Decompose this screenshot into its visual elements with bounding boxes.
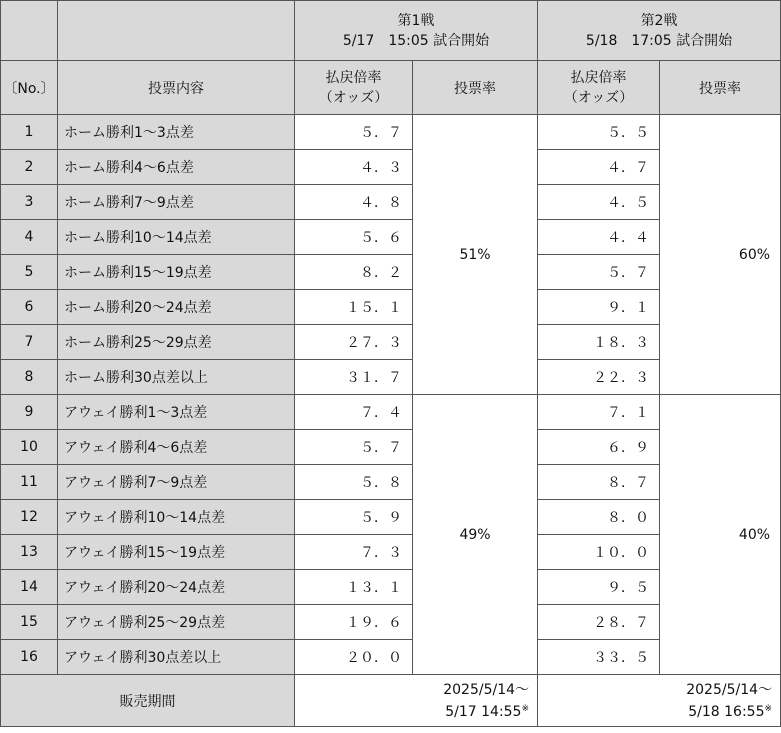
- bet-content: ホーム勝利20～24点差: [58, 290, 295, 325]
- match2-odds: ２２．３: [538, 360, 660, 395]
- match1-odds: １３．１: [295, 570, 413, 605]
- bet-content: アウェイ勝利1～3点差: [58, 395, 295, 430]
- match2-sales-end-wrap: [538, 701, 772, 723]
- col-odds-header-2: [538, 61, 660, 115]
- match2-odds: ２８．７: [538, 605, 660, 640]
- match2-odds: ４．５: [538, 185, 660, 220]
- match1-sales-end: 5/17 14:55: [445, 703, 522, 720]
- match2-odds: ５．７: [538, 255, 660, 290]
- bet-content: ホーム勝利4～6点差: [58, 150, 295, 185]
- note-mark: ※: [521, 703, 530, 714]
- row-number: 4: [1, 220, 58, 255]
- row-number: 13: [1, 535, 58, 570]
- row-number: 6: [1, 290, 58, 325]
- odds-header-line1: 払戻倍率: [325, 69, 382, 86]
- row-number: 1: [1, 115, 58, 150]
- match2-home-rate: 60%: [660, 115, 781, 395]
- odds-header-line1: 払戻倍率: [570, 69, 627, 86]
- match1-title: 第1戦: [397, 12, 435, 29]
- match2-odds: ８．７: [538, 465, 660, 500]
- match1-sales-period: [295, 675, 538, 727]
- bet-content: アウェイ勝利7～9点差: [58, 465, 295, 500]
- bet-content: ホーム勝利15～19点差: [58, 255, 295, 290]
- match1-odds: ５．６: [295, 220, 413, 255]
- note-mark: ※: [764, 703, 773, 714]
- bet-content: アウェイ勝利10～14点差: [58, 500, 295, 535]
- match-header-row: [1, 1, 781, 61]
- bet-content: ホーム勝利30点差以上: [58, 360, 295, 395]
- bet-content: アウェイ勝利4～6点差: [58, 430, 295, 465]
- match1-odds: １５．１: [295, 290, 413, 325]
- match2-odds: ４．７: [538, 150, 660, 185]
- row-number: 15: [1, 605, 58, 640]
- col-odds-header-1: [295, 61, 413, 115]
- match1-odds: ５．７: [295, 430, 413, 465]
- bet-content: ホーム勝利7～9点差: [58, 185, 295, 220]
- match2-sales-start: 2025/5/14～: [686, 681, 773, 698]
- match2-sales-period: [538, 675, 781, 727]
- row-number: 2: [1, 150, 58, 185]
- match2-odds: ４．４: [538, 220, 660, 255]
- match2-odds: ７．１: [538, 395, 660, 430]
- match1-header: [295, 1, 538, 61]
- match1-odds: １９．６: [295, 605, 413, 640]
- match1-odds: ４．３: [295, 150, 413, 185]
- col-content-header: 投票内容: [58, 61, 295, 115]
- row-number: 7: [1, 325, 58, 360]
- match2-away-rate: 40%: [660, 395, 781, 675]
- row-number: 10: [1, 430, 58, 465]
- table-row: [1, 115, 781, 150]
- bet-content: アウェイ勝利15～19点差: [58, 535, 295, 570]
- match1-odds: ２０．０: [295, 640, 413, 675]
- bet-content: アウェイ勝利25～29点差: [58, 605, 295, 640]
- bet-content: ホーム勝利10～14点差: [58, 220, 295, 255]
- match2-odds: １８．３: [538, 325, 660, 360]
- row-number: 16: [1, 640, 58, 675]
- match1-odds: ８．２: [295, 255, 413, 290]
- match2-datetime: 5/18 17:05 試合開始: [585, 32, 733, 49]
- sales-period-row: [1, 675, 781, 727]
- bet-content: アウェイ勝利20～24点差: [58, 570, 295, 605]
- match2-odds: ６．９: [538, 430, 660, 465]
- match1-datetime: 5/17 15:05 試合開始: [342, 32, 490, 49]
- match1-odds: ５．９: [295, 500, 413, 535]
- row-number: 5: [1, 255, 58, 290]
- col-rate-header-2: 投票率: [660, 61, 781, 115]
- match2-odds: １０．０: [538, 535, 660, 570]
- row-number: 8: [1, 360, 58, 395]
- table-body: [1, 115, 781, 675]
- match2-odds: ３３．５: [538, 640, 660, 675]
- match1-odds: ５．８: [295, 465, 413, 500]
- match1-odds: ４．８: [295, 185, 413, 220]
- corner-cell: [1, 1, 58, 61]
- row-number: 9: [1, 395, 58, 430]
- match1-home-rate: 51%: [413, 115, 538, 395]
- col-rate-header-1: 投票率: [413, 61, 538, 115]
- match1-odds: ７．３: [295, 535, 413, 570]
- bet-content: ホーム勝利1～3点差: [58, 115, 295, 150]
- match2-header: [538, 1, 781, 61]
- match1-odds: ７．４: [295, 395, 413, 430]
- match2-odds: ８．０: [538, 500, 660, 535]
- row-number: 12: [1, 500, 58, 535]
- match1-away-rate: 49%: [413, 395, 538, 675]
- match1-sales-end-wrap: [295, 701, 529, 723]
- bet-content: ホーム勝利25～29点差: [58, 325, 295, 360]
- row-number: 11: [1, 465, 58, 500]
- row-number: 14: [1, 570, 58, 605]
- match1-odds: ５．７: [295, 115, 413, 150]
- row-number: 3: [1, 185, 58, 220]
- odds-header-line2: （オッズ）: [563, 89, 634, 106]
- match1-odds: ３１．７: [295, 360, 413, 395]
- match1-odds: ２７．３: [295, 325, 413, 360]
- match2-odds: ９．５: [538, 570, 660, 605]
- match1-sales-start: 2025/5/14～: [443, 681, 530, 698]
- table-row: [1, 395, 781, 430]
- match2-sales-end: 5/18 16:55: [688, 703, 765, 720]
- col-no-header: 〔No.〕: [1, 61, 58, 115]
- sales-period-label: 販売期間: [1, 675, 295, 727]
- corner-cell-2: [58, 1, 295, 61]
- match2-title: 第2戦: [640, 12, 678, 29]
- odds-header-line2: （オッズ）: [318, 89, 389, 106]
- match2-odds: ５．５: [538, 115, 660, 150]
- match2-odds: ９．１: [538, 290, 660, 325]
- column-header-row: [1, 61, 781, 115]
- bet-content: アウェイ勝利30点差以上: [58, 640, 295, 675]
